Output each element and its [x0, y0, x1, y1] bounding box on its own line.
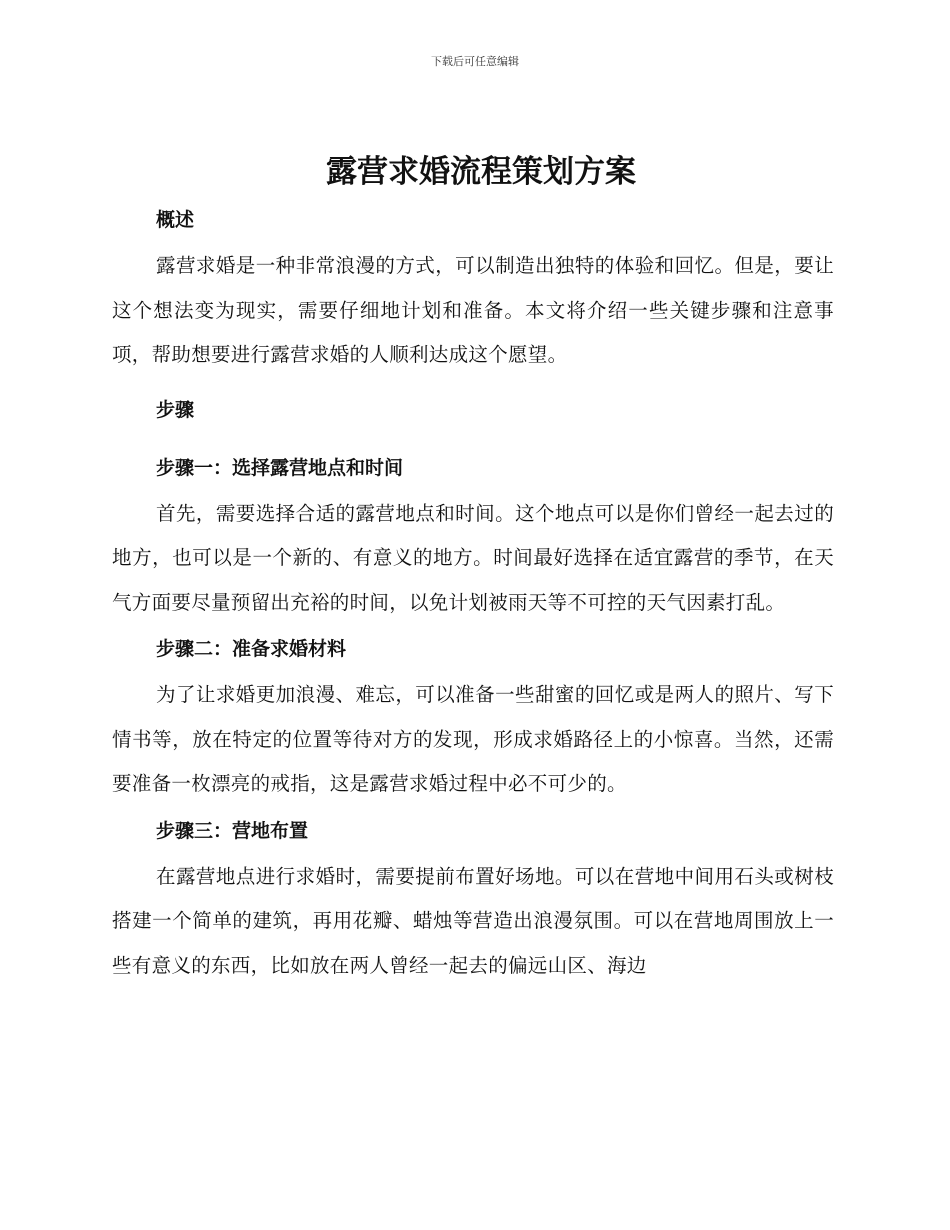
step2-heading: 步骤二：准备求婚材料: [156, 638, 347, 660]
header-note: 下载后可任意编辑: [431, 55, 519, 68]
step3-paragraph: 在露营地点进行求婚时，需要提前布置好场地。可以在营地中间用石头或树枝搭建一个简单的建筑，再用花瓣、蜡烛等营造出浪漫氛围。可以在营地周围放上一些有意义的东西，比如放在两人曾经一起去的偏远山区、海边: [112, 864, 834, 977]
step1-paragraph: 首先，需要选择合适的露营地点和时间。这个地点可以是你们曾经一起去过的地方，也可以是一个新的、有意义的地方。时间最好选择在适宜露营的季节，在天气方面要尽量预留出充裕的时间，以免计划被雨天等不可控的天气因素打乱。: [112, 501, 834, 614]
overview-heading: 概述: [156, 209, 195, 231]
step2-paragraph: 为了让求婚更加浪漫、难忘，可以准备一些甜蜜的回忆或是两人的照片、写下情书等，放在特定的位置等待对方的发现，形成求婚路径上的小惊喜。当然，还需要准备一枚漂亮的戒指，这是露营求婚过程中必不可少的。: [112, 683, 834, 795]
step1-heading: 步骤一：选择露营地点和时间: [156, 456, 404, 479]
document-body: [112, 148, 834, 988]
document-title: 露营求婚流程策划方案: [326, 154, 636, 190]
step3-heading: 步骤三：营地布置: [156, 819, 309, 842]
overview-paragraph: 露营求婚是一种非常浪漫的方式，可以制造出独特的体验和回忆。但是，要让这个想法变为现实，需要仔细地计划和准备。本文将介绍一些关键步骤和注意事项，帮助想要进行露营求婚的人顺利达成这个愿望。: [112, 254, 834, 366]
steps-heading: 步骤: [156, 398, 195, 421]
